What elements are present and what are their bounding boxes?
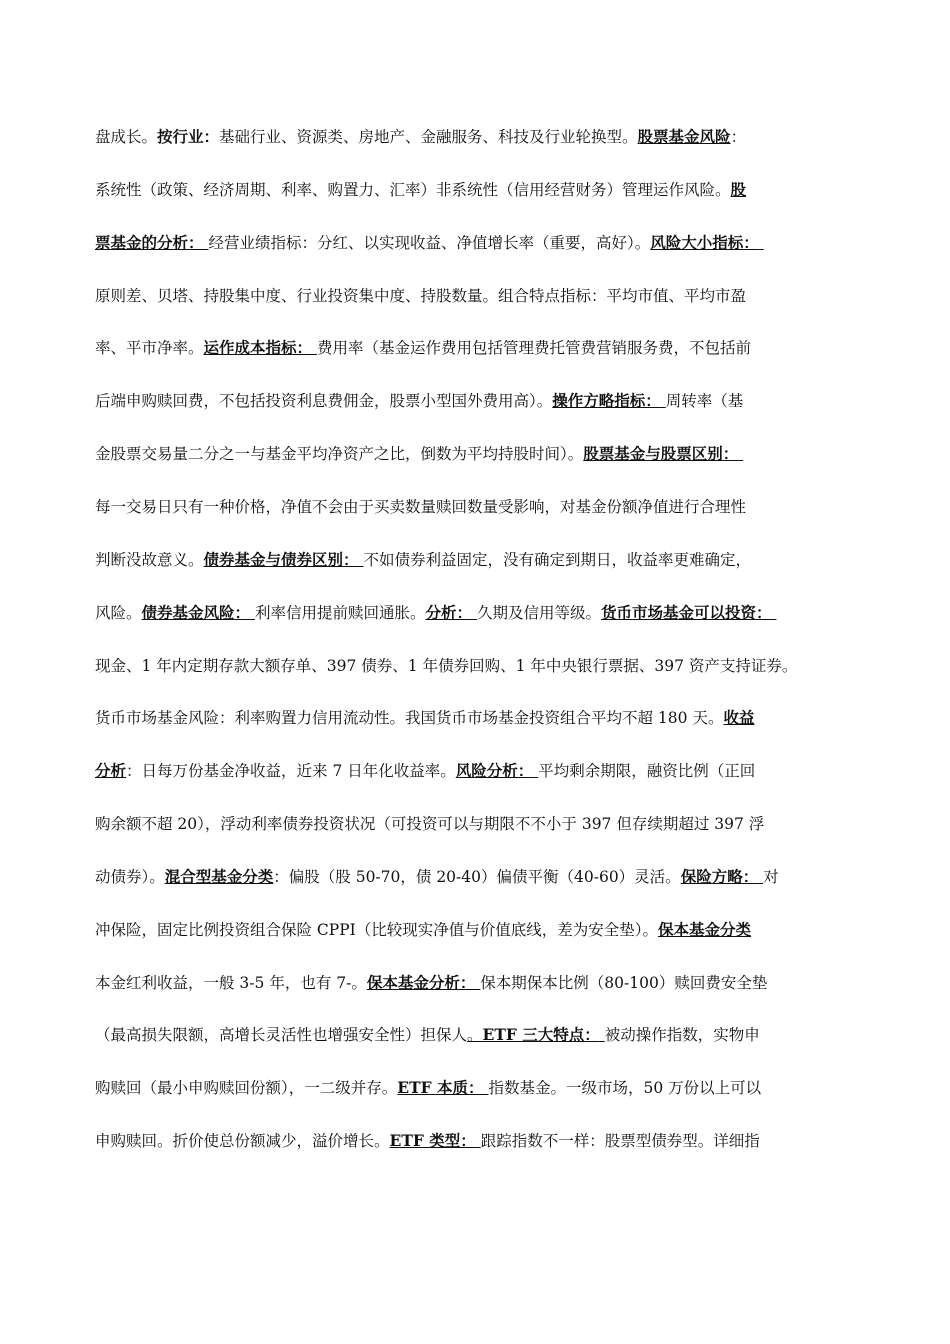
heading-term: ETF 类型： — [389, 1131, 476, 1151]
text-line — [95, 863, 855, 891]
heading-term: 股票基金与股票区别： — [583, 444, 739, 464]
heading-term: 股票基金风险 — [637, 127, 731, 146]
text-run: 动债券）。 — [95, 867, 165, 886]
heading-term: 风险大小指标： — [650, 232, 759, 252]
text-line — [95, 969, 855, 997]
text-run: 平均剩余期限，融资比例（正回 — [538, 762, 756, 781]
text-line — [95, 810, 855, 838]
heading-term: 保本基金分析： — [366, 972, 476, 992]
heading-term: 风险分析： — [455, 761, 534, 781]
text-run: 保本期保本比例（80-100）赎回费安全垫 — [480, 973, 768, 992]
text-run: ：日每万份基金净收益，近来 7 日年化收益率。 — [126, 762, 456, 781]
text-run: 不如债券利益固定，没有确定到期日，收益率更难确定， — [363, 550, 751, 569]
heading-term: 收益 — [723, 708, 755, 728]
text-run: 本金红利收益，一般 3-5 年，也有 7-。 — [95, 973, 367, 992]
text-run: 经营业绩指标：分红、以实现收益、净值增长率（重要，高好）。 — [208, 233, 651, 252]
text-run: 每一交易日只有一种价格，净值不会由于买卖数量赎回数量受影响，对基金份额净值进行合理性 — [95, 497, 747, 516]
text-line — [95, 493, 855, 521]
text-line — [95, 916, 855, 944]
text-line — [95, 757, 855, 785]
text-run — [738, 445, 743, 463]
heading-term: 混合型基金分类 — [164, 866, 274, 886]
heading-term: 债券基金与债券区别： — [203, 549, 359, 569]
text-line — [95, 1021, 855, 1049]
text-line — [95, 123, 855, 151]
text-line — [95, 229, 855, 257]
text-line — [95, 176, 855, 204]
text-run: 率、平市净率。 — [95, 339, 204, 358]
text-run: 被动操作指数，实物申 — [604, 1026, 760, 1045]
text-line — [95, 599, 855, 627]
text-run: 盘成长。 — [95, 128, 158, 146]
text-run: 金股票交易量二分之一与基金平均净资产之比，倒数为平均持股时间）。 — [95, 445, 584, 464]
text-run: 费用率（基金运作费用包括管理费托管费营销服务费，不包括前 — [316, 339, 751, 358]
text-run: 购余额不超 20），浮动利率债券投资状况（可投资可以与期限不不小于 397 但存续期超过 397 浮 — [95, 815, 765, 834]
text-run: 现金、1 年内定期存款大额存单、397 债券、1 年债券回购、1 年中央银行票据、397 资产支持证券。 — [95, 656, 798, 675]
text-line — [95, 1074, 855, 1102]
text-run: 。 — [467, 1026, 483, 1045]
text-run: 周转率（基 — [665, 392, 744, 411]
heading-term: 分析 — [95, 761, 127, 781]
text-run: 后端申购赎回费，不包括投资利息费佣金，股票小型国外费用高）。 — [95, 392, 553, 411]
text-run: 利率信用提前赎回通胀。 — [254, 603, 426, 622]
heading-term: ETF 三大特点： — [482, 1025, 600, 1045]
text-run: 久期及信用等级。 — [476, 603, 601, 622]
heading-term: 股 — [730, 179, 747, 199]
text-run: 对 — [763, 867, 779, 886]
text-run: 判断没故意义。 — [95, 550, 204, 569]
text-run: 申购赎回。折价使总份额减少，溢价增长。 — [95, 1132, 390, 1151]
text-run — [759, 234, 764, 252]
text-line — [95, 440, 855, 468]
text-line — [95, 1127, 855, 1155]
text-run: 基础行业、资源类、房地产、金融服务、科技及行业轮换型。 — [219, 128, 638, 146]
text-run: 系统性（政策、经济周期、利率、购置力、汇率）非系统性（信用经营财务）管理运作风险。 — [95, 180, 731, 199]
text-run: 购赎回（最小申购赎回份额），一二级并存。 — [95, 1079, 398, 1098]
heading-term: 票基金的分析： — [95, 232, 204, 252]
text-line — [95, 334, 855, 362]
text-run: ： — [730, 128, 747, 146]
text-run: 冲保险，固定比例投资组合保险 CPPI（比较现实净值与价值底线，差为安全垫）。 — [95, 920, 659, 939]
heading-term: ETF 本质： — [397, 1078, 484, 1098]
heading-term: 债券基金风险： — [141, 602, 251, 622]
text-run: ：偏股（股 50-70，债 20-40）偏债平衡（40-60）灵活。 — [273, 867, 681, 886]
heading-term: 分析： — [425, 602, 472, 622]
text-line — [95, 282, 855, 310]
heading-term: 保本基金分类 — [658, 919, 752, 939]
text-run: 跟踪指数不一样：股票型债券型。详细指 — [480, 1132, 760, 1151]
text-run: 按行业： — [157, 127, 220, 146]
text-run: （最高损失限额，高增长灵活性也增强安全性）担保人 — [95, 1026, 468, 1045]
heading-term: 保险方略： — [680, 866, 759, 886]
heading-term: 货币市场基金可以投资： — [600, 602, 772, 622]
text-run: 风险。 — [95, 603, 142, 622]
text-line — [95, 652, 855, 680]
text-line — [95, 704, 855, 732]
text-run — [771, 604, 776, 622]
text-run: 指数基金。一级市场，50 万份以上可以 — [488, 1079, 762, 1098]
text-line — [95, 546, 855, 574]
text-run: 原则差、贝塔、持股集中度、行业投资集中度、持股数量。组合特点指标：平均市值、平均市盈 — [95, 286, 747, 305]
text-line — [95, 387, 855, 415]
text-run: 货币市场基金风险：利率购置力信用流动性。我国货币市场基金投资组合平均不超 180 天。 — [95, 709, 724, 728]
heading-term: 操作方略指标： — [552, 391, 661, 411]
heading-term: 运作成本指标： — [203, 338, 313, 358]
